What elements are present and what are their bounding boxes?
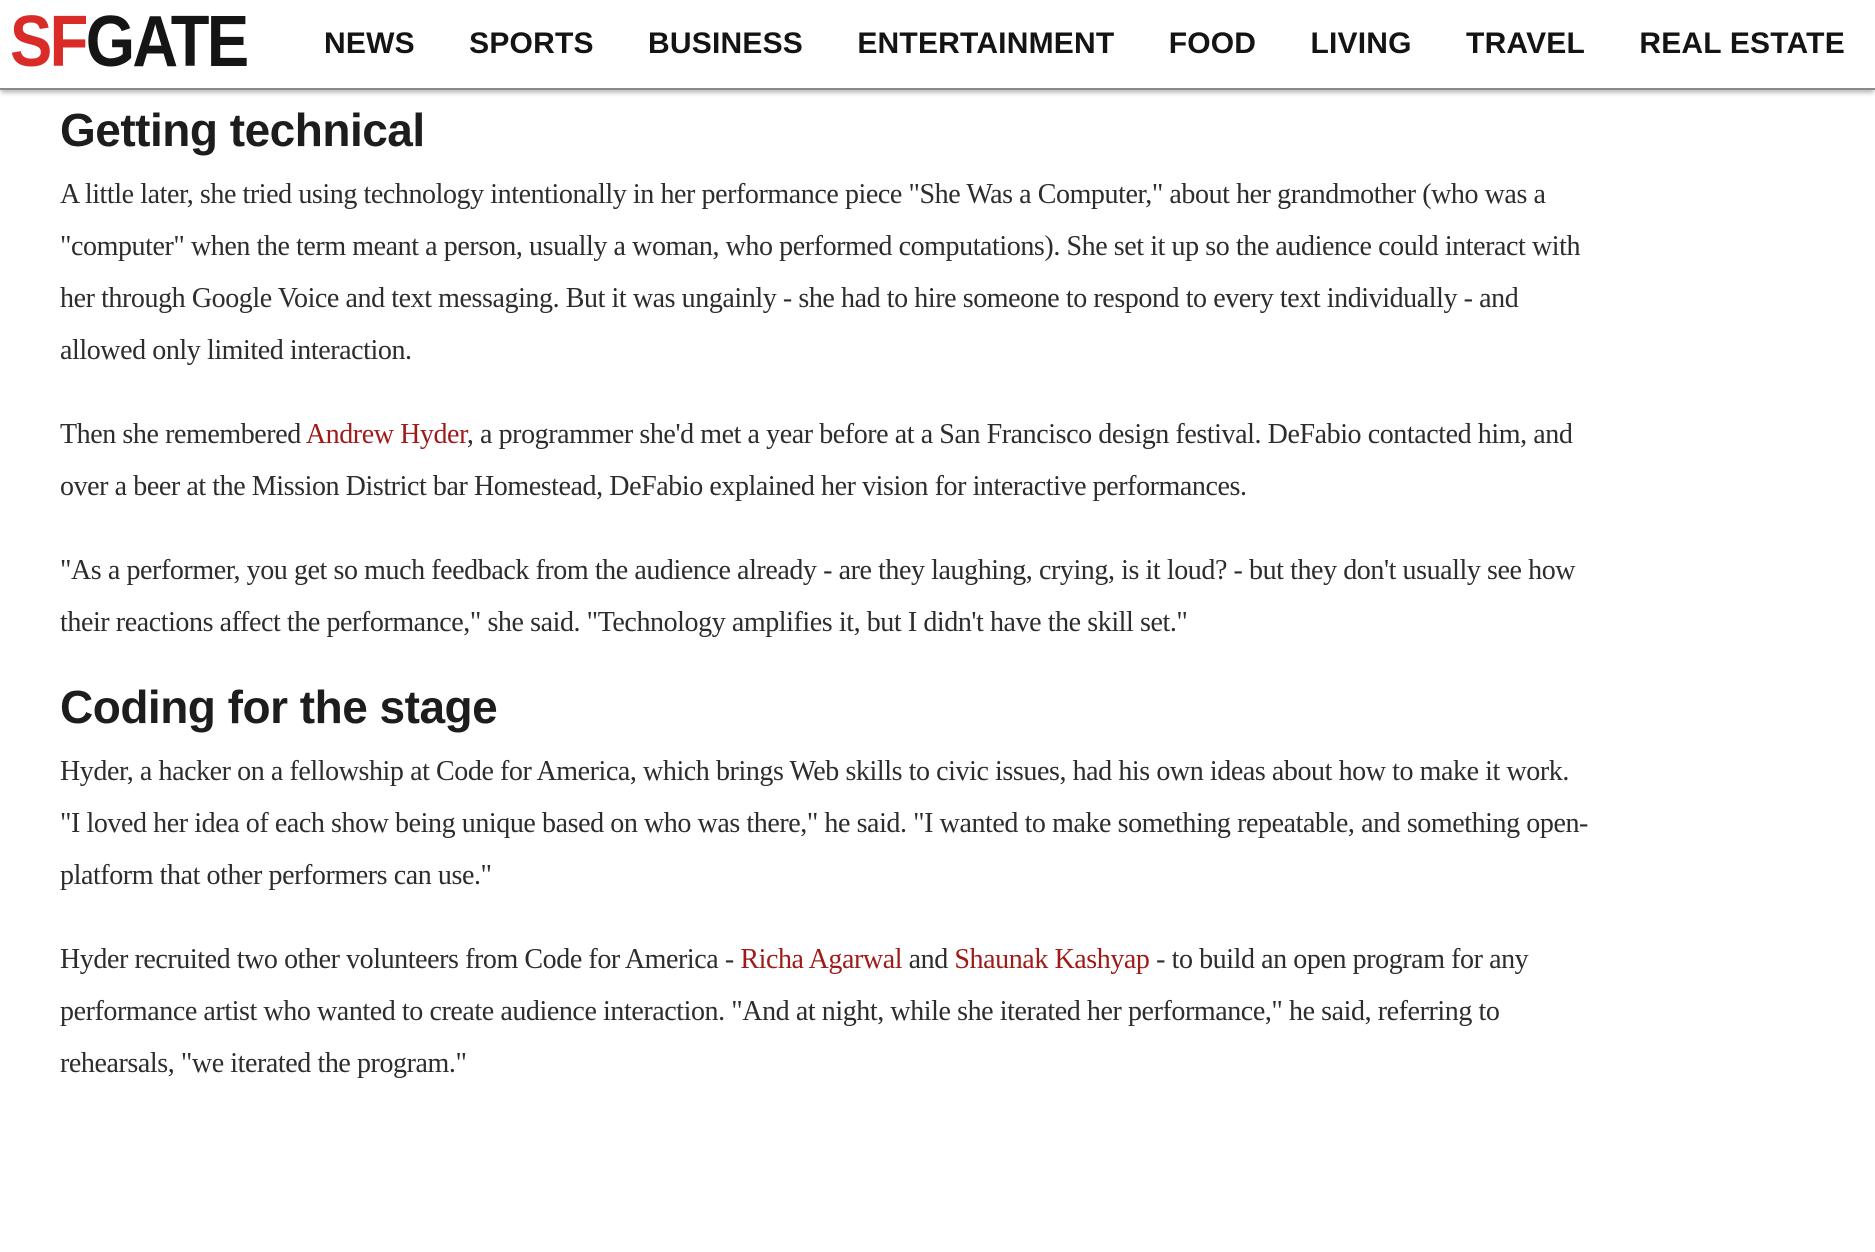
logo-sf-text: SF — [10, 2, 86, 82]
article-paragraph: "As a performer, you get so much feedback from the audience already - are they laughing, crying, is it loud? - but they don't usually see how their reactions affect the performance," she said. "Technology amplifies it, but I didn't have the skill set." — [60, 554, 1576, 638]
main-nav — [324, 0, 1845, 88]
section-heading: Getting technical — [60, 104, 425, 156]
nav-item-travel[interactable]: TRAVEL — [1466, 27, 1586, 60]
article-paragraph: A little later, she tried using technology intentionally in her performance piece "She Was a Computer," about her grandmother (who was a "computer" when the term meant a person, usually a woman, who performed computations). She set it up so the audience could interact with her through Google Voice and text messaging. But it was ungainly - she had to hire someone to respond to every text individually - and allowed only limited interaction. — [60, 178, 1581, 366]
nav-item-real-estate[interactable]: REAL ESTATE — [1639, 27, 1845, 60]
site-header — [0, 0, 1875, 90]
inline-link[interactable]: Andrew Hyder — [305, 418, 467, 450]
nav-item-living[interactable]: LIVING — [1310, 27, 1412, 60]
section-heading: Coding for the stage — [60, 680, 498, 733]
article-paragraph: Then she remembered Andrew Hyder, a programmer she'd met a year before at a San Francisco design festival. DeFabio contacted him, and over a beer at the Mission District bar Homestead, DeFabio explained her vision for interactive performances. — [60, 418, 1573, 502]
article-paragraph: Hyder recruited two other volunteers from Code for America - Richa Agarwal and Shaunak Kashyap - to build an open program for any performance artist who wanted to create audience interaction. "And at night, while she iterated her performance," he said, referring to rehearsals, "we iterated the program." — [60, 943, 1529, 1079]
nav-item-news[interactable]: NEWS — [324, 27, 415, 60]
logo-gate-text: GATE — [85, 2, 247, 82]
sfgate-logo[interactable] — [10, 2, 247, 82]
nav-item-entertainment[interactable]: ENTERTAINMENT — [857, 27, 1115, 60]
inline-link[interactable]: Shaunak Kashyap — [954, 943, 1150, 975]
article-paragraph: Hyder, a hacker on a fellowship at Code for America, which brings Web skills to civic issues, had his own ideas about how to make it work. "I loved her idea of each show being unique based on who was there," he said. "I wanted to make something repeatable, and something open-platform that other performers can use." — [60, 755, 1588, 891]
nav-item-food[interactable]: FOOD — [1168, 27, 1257, 60]
nav-item-business[interactable]: BUSINESS — [648, 27, 804, 60]
article — [60, 90, 1590, 1090]
inline-link[interactable]: Richa Agarwal — [740, 943, 903, 975]
nav-item-sports[interactable]: SPORTS — [469, 27, 594, 60]
